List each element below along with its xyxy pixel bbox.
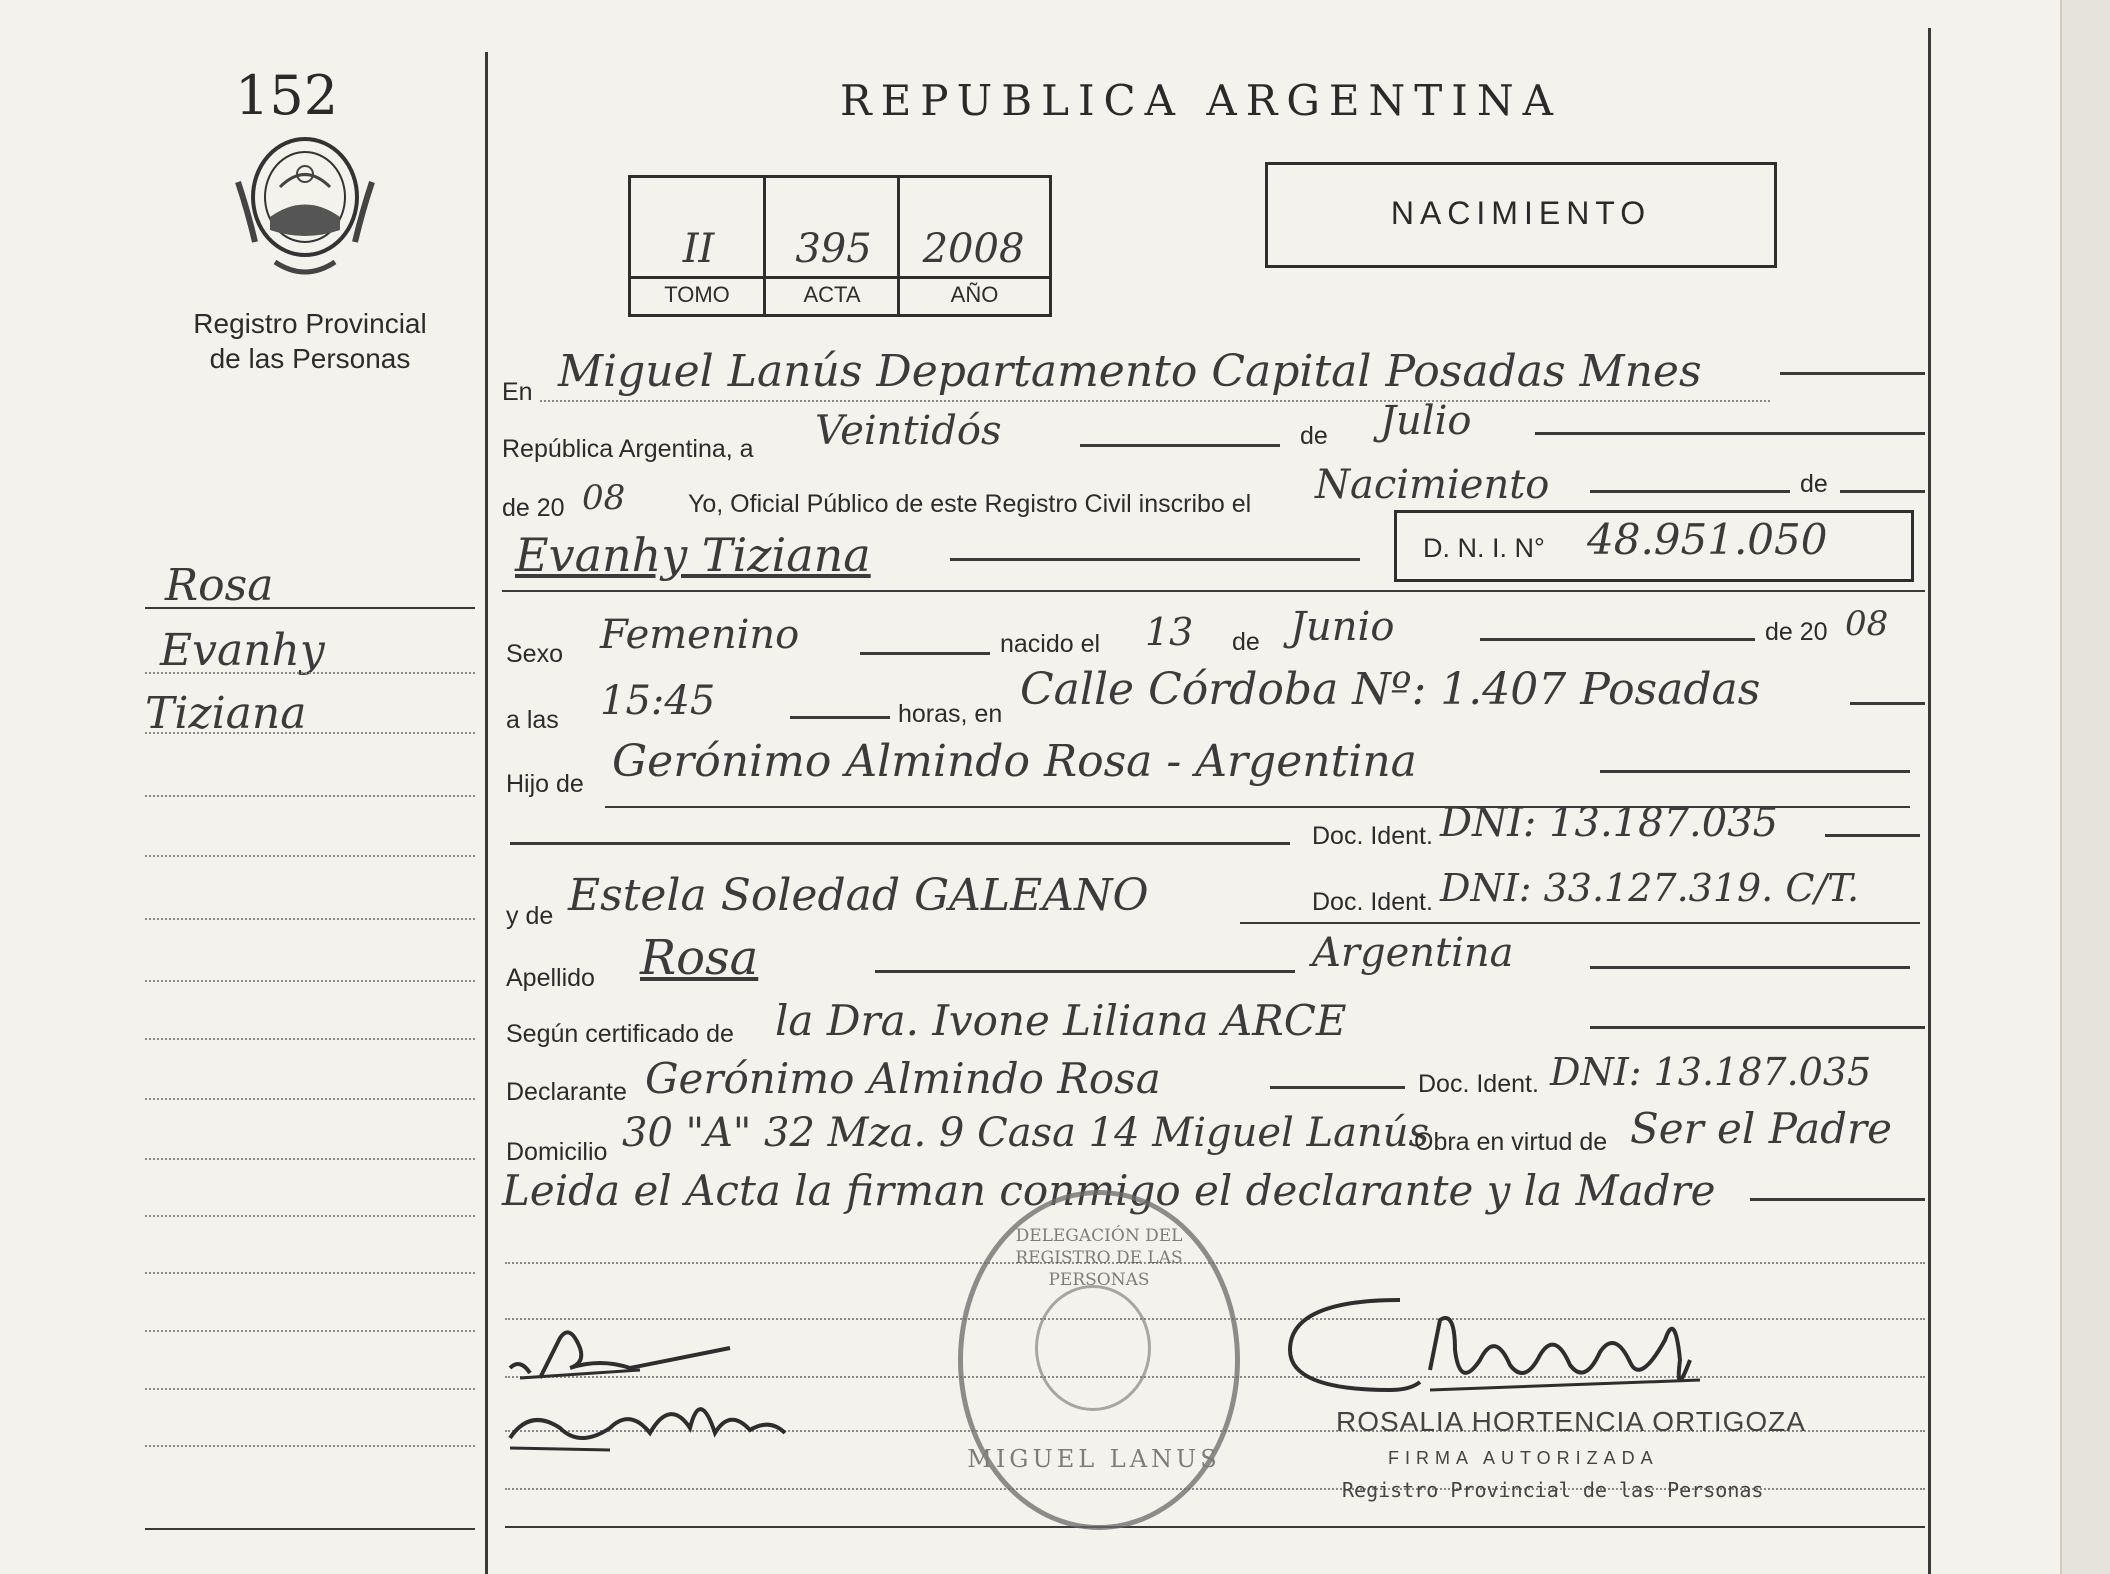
margin-rule	[145, 607, 475, 609]
left-frame-line	[485, 52, 488, 1574]
field-rule	[1590, 1026, 1925, 1029]
margin-rule	[145, 1330, 475, 1332]
margin-rule	[145, 1158, 475, 1160]
margin-rule	[145, 855, 475, 857]
acta-value: 395	[795, 226, 872, 272]
apellido-value: Rosa	[640, 930, 759, 986]
margin-rule	[145, 795, 475, 797]
doc-ident-label: Doc. Ident.	[1312, 822, 1433, 850]
field-rule	[1780, 372, 1925, 375]
field-rule	[875, 970, 1295, 973]
margin-rule	[145, 1388, 475, 1390]
event-value: Nacimiento	[1315, 462, 1550, 508]
anio-value: 2008	[922, 226, 1025, 272]
acta-label: ACTA	[803, 282, 861, 307]
official-name: ROSALIA HORTENCIA ORTIGOZA	[1336, 1406, 1806, 1437]
domicilio-value: 30 "A" 32 Mza. 9 Casa 14 Miguel Lanús	[622, 1110, 1430, 1156]
field-rule	[1590, 966, 1910, 969]
mother-doc: DNI: 33.127.319. C/T.	[1440, 866, 1860, 910]
record-number-box	[628, 175, 1052, 317]
field-rule	[790, 716, 890, 719]
page-number: 152	[235, 64, 339, 127]
field-rule	[1850, 702, 1925, 705]
provincial-seal-icon	[230, 122, 380, 277]
margin-rule	[145, 1528, 475, 1530]
horas-label: horas, en	[898, 700, 1003, 728]
field-rule	[1270, 1086, 1405, 1089]
apellido-nationality: Argentina	[1312, 930, 1514, 976]
margin-rule	[145, 1038, 475, 1040]
apellido-label: Apellido	[506, 964, 595, 992]
de-label: de	[1300, 422, 1328, 450]
registry-name: Registro Provincial de las Personas	[193, 308, 427, 374]
stamp-outer-text: DELEGACIÓN DEL REGISTRO DE LAS PERSONAS	[1015, 1226, 1183, 1290]
sexo-label: Sexo	[506, 640, 563, 668]
birth-month: Junio	[1290, 604, 1395, 650]
margin-rule	[145, 980, 475, 982]
page-edge	[2060, 0, 2110, 1574]
segun-label: Según certificado de	[506, 1020, 734, 1048]
declarante-value: Gerónimo Almindo Rosa	[645, 1054, 1161, 1103]
dni-box	[1394, 510, 1914, 582]
official-role: FIRMA AUTORIZADA	[1388, 1448, 1659, 1468]
doc-ident-label-3: Doc. Ident.	[1418, 1070, 1539, 1098]
nacido-label: nacido el	[1000, 630, 1101, 658]
en-label: En	[502, 378, 533, 406]
en-value: Miguel Lanús Departamento Capital Posadas Mnes	[558, 346, 1702, 397]
leida-value: Leida el Acta la firman conmigo el declarante y la Madre	[502, 1166, 1716, 1215]
year-value: 08	[582, 478, 626, 518]
declarante-doc: DNI: 13.187.035	[1550, 1050, 1872, 1094]
margin-rule	[145, 672, 475, 674]
year-prefix: de 20	[502, 494, 565, 522]
field-rule	[1240, 922, 1920, 924]
record-type: NACIMIENTO	[1390, 195, 1652, 231]
tomo-label: TOMO	[664, 282, 730, 307]
margin-rule	[145, 918, 475, 920]
field-rule	[540, 400, 1770, 402]
de-label-3: de	[1232, 628, 1260, 656]
child-name: Evanhy Tiziana	[515, 528, 871, 582]
country-title: REPUBLICA ARGENTINA	[840, 76, 1562, 125]
official-stamp	[958, 1190, 1240, 1530]
anio-label: AÑO	[950, 282, 999, 307]
birth-time: 15:45	[600, 678, 716, 724]
obra-value: Ser el Padre	[1630, 1104, 1892, 1153]
margin-rule	[145, 1272, 475, 1274]
sexo-value: Femenino	[600, 612, 800, 658]
field-rule	[860, 652, 990, 655]
field-rule	[950, 558, 1360, 561]
day-value: Veintidós	[815, 408, 1002, 454]
birth-year: 08	[1845, 604, 1889, 644]
margin-surname: Rosa	[165, 560, 274, 611]
right-frame-line	[1928, 28, 1931, 1574]
field-rule	[502, 590, 1925, 592]
official-signature-icon	[1280, 1290, 1740, 1420]
republica-label: República Argentina, a	[502, 435, 754, 463]
doc-ident-label-2: Doc. Ident.	[1312, 888, 1433, 916]
dni-label: D. N. I. N°	[1423, 533, 1545, 563]
margin-rule	[145, 1098, 475, 1100]
official-office: Registro Provincial de las Personas	[1342, 1478, 1764, 1502]
field-rule	[510, 842, 1290, 845]
margin-name-1: Evanhy	[160, 625, 325, 676]
field-rule	[1750, 1198, 1925, 1201]
birth-day: 13	[1145, 610, 1194, 654]
field-rule	[1080, 444, 1280, 447]
stamp-inner-seal	[1035, 1285, 1151, 1411]
obra-label: Obra en virtud de	[1414, 1128, 1608, 1156]
margin-name-2: Tiziana	[145, 688, 307, 739]
dni-value: 48.951.050	[1587, 515, 1828, 564]
field-rule	[1825, 834, 1920, 837]
field-rule	[505, 1526, 1925, 1528]
father-value: Gerónimo Almindo Rosa - Argentina	[612, 736, 1417, 787]
margin-rule	[145, 732, 475, 734]
field-rule	[1590, 490, 1790, 493]
record-type-box	[1265, 162, 1777, 268]
birth-year-prefix: de 20	[1765, 618, 1828, 646]
tomo-value: II	[682, 226, 715, 272]
margin-rule	[145, 1215, 475, 1217]
declarante-label: Declarante	[506, 1078, 627, 1106]
field-rule	[1480, 638, 1755, 641]
hijo-label: Hijo de	[506, 770, 584, 798]
birth-place: Calle Córdoba Nº: 1.407 Posadas	[1020, 664, 1761, 715]
margin-rule	[145, 1445, 475, 1447]
field-rule	[1600, 770, 1910, 773]
declarant-signature-icon	[500, 1318, 800, 1478]
field-rule	[1840, 490, 1925, 493]
yde-label: y de	[506, 902, 554, 930]
domicilio-label: Domicilio	[506, 1138, 608, 1166]
alas-label: a las	[506, 706, 559, 734]
oficial-text: Yo, Oficial Público de este Registro Civil inscribo el	[688, 490, 1252, 518]
stamp-inner-text: MIGUEL LANUS	[967, 1445, 1221, 1473]
segun-value: la Dra. Ivone Liliana ARCE	[775, 996, 1347, 1045]
mother-value: Estela Soledad GALEANO	[568, 870, 1149, 921]
month-value: Julio	[1380, 398, 1472, 444]
father-doc: DNI: 13.187.035	[1440, 800, 1779, 846]
field-rule	[1535, 432, 1925, 435]
de-label-2: de	[1800, 470, 1828, 498]
